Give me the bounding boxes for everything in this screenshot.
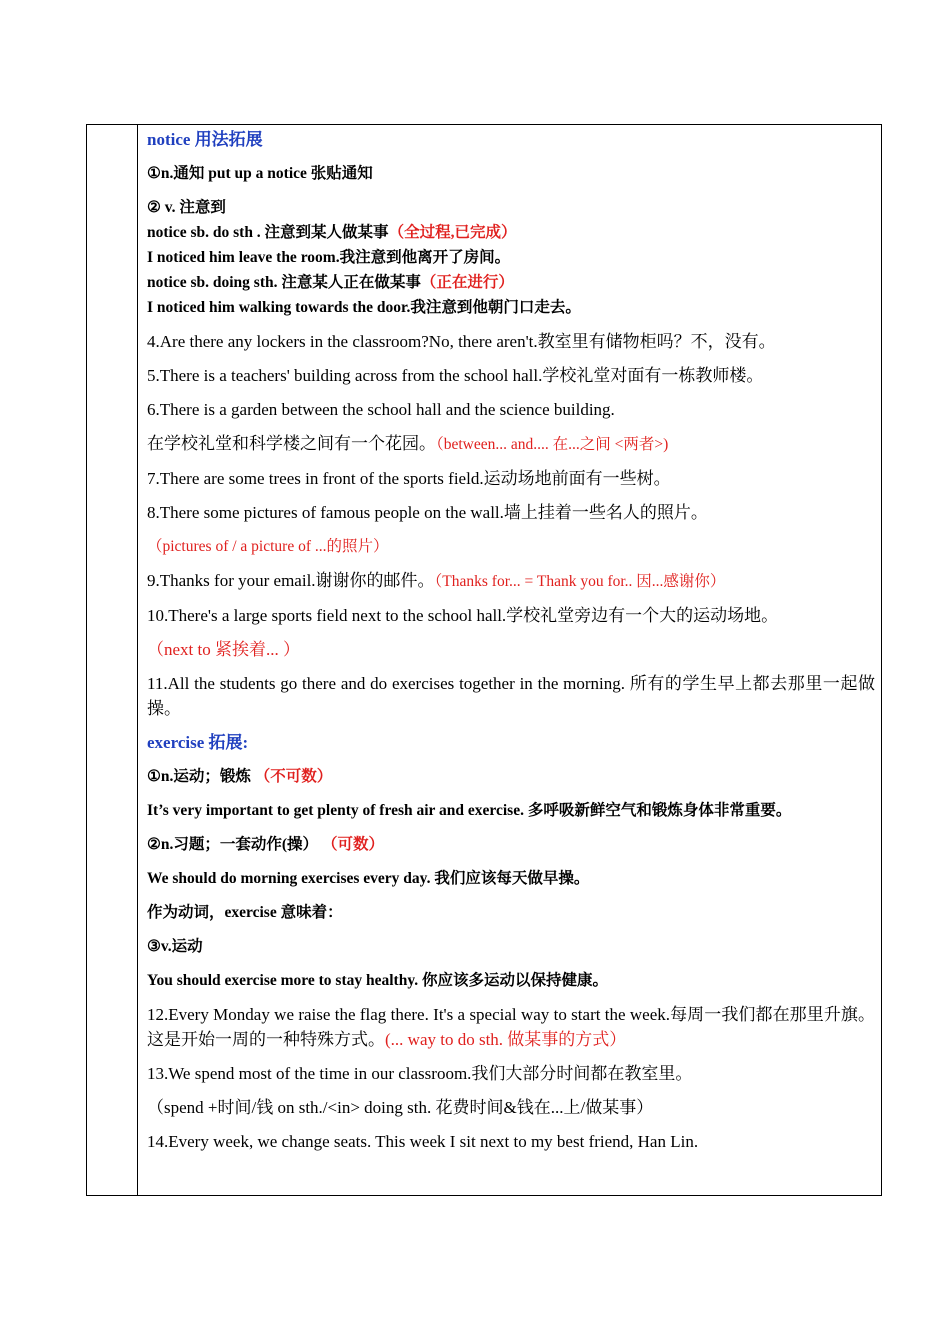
table-left-column [87, 125, 138, 1195]
notice-example-2: I noticed him walking towards the door.我注意到他朝门口走去。 [147, 299, 581, 316]
notice-noun: ①n.通知 put up a notice 张贴通知 [147, 165, 373, 182]
exercise-noun-2-example: We should do morning exercises every day. 我们应该每天做早操。 [147, 870, 590, 887]
sentence-5: 5.There is a teachers' building across from the school hall.学校礼堂对面有一栋教师楼。 [147, 366, 764, 385]
sentence-13: 13.We spend most of the time in our classroom.我们大部分时间都在教室里。 [147, 1064, 693, 1083]
sentence-13-note: （spend +时间/钱 on sth./<in> doing sth. 花费时间&钱在...上/做某事） [147, 1098, 654, 1117]
notice-heading: notice 用法拓展 [147, 130, 263, 149]
sentence-10-note: （next to 紧挨着... ） [147, 640, 300, 659]
sentence-9: 9.Thanks for your email.谢谢你的邮件。（Thanks for... = Thank you for.. 因...感谢你） [147, 571, 726, 590]
sentence-6-translation: 在学校礼堂和科学楼之间有一个花园。（between... and.... 在...之间 <两者>) [147, 434, 669, 453]
exercise-noun-1-example: It’s very important to get plenty of fresh air and exercise. 多呼吸新鲜空气和锻炼身体非常重要。 [147, 802, 792, 819]
sentence-4: 4.Are there any lockers in the classroom?No, there aren't.教室里有储物柜吗？不，没有。 [147, 332, 776, 351]
exercise-verb-3: ③v.运动 [147, 938, 203, 955]
sentence-6: 6.There is a garden between the school hall and the science building. [147, 400, 615, 419]
sentence-10: 10.There's a large sports field next to the school hall.学校礼堂旁边有一个大的运动场地。 [147, 606, 779, 625]
exercise-noun-2: ②n.习题；一套动作(操） （可数） [147, 836, 384, 853]
content-table [86, 124, 882, 1196]
exercise-noun-1: ①n.运动；锻炼 （不可数） [147, 768, 333, 785]
sentence-7: 7.There are some trees in front of the sports field.运动场地前面有一些树。 [147, 469, 671, 488]
exercise-verb-intro: 作为动词，exercise 意味着： [147, 904, 343, 921]
notice-example-1: I noticed him leave the room.我注意到他离开了房间。 [147, 249, 511, 266]
notice-pattern-1: notice sb. do sth . 注意到某人做某事（全过程,已完成） [147, 224, 517, 241]
notice-pattern-2: notice sb. doing sth. 注意某人正在做某事（正在进行） [147, 274, 514, 291]
table-content-cell [147, 125, 875, 1154]
exercise-heading: exercise 拓展: [147, 733, 249, 752]
sentence-14: 14.Every week, we change seats. This week I sit next to my best friend, Han Lin. [147, 1132, 699, 1151]
exercise-verb-3-example: You should exercise more to stay healthy. 你应该多运动以保持健康。 [147, 972, 608, 989]
sentence-12: 12.Every Monday we raise the flag there. It's a special way to start the week.每周一我们都在那里升旗。这是开始一周的一种特殊方式。(... way to do sth. 做某事的方式） [147, 1005, 875, 1049]
sentence-8-note: （pictures of / a picture of ...的照片） [147, 538, 389, 555]
notice-verb-heading: ② v. 注意到 [147, 199, 226, 216]
sentence-11: 11.All the students go there and do exercises together in the morning. 所有的学生早上都去那里一起做操。 [147, 674, 875, 718]
sentence-8: 8.There some pictures of famous people on the wall.墙上挂着一些名人的照片。 [147, 503, 708, 522]
